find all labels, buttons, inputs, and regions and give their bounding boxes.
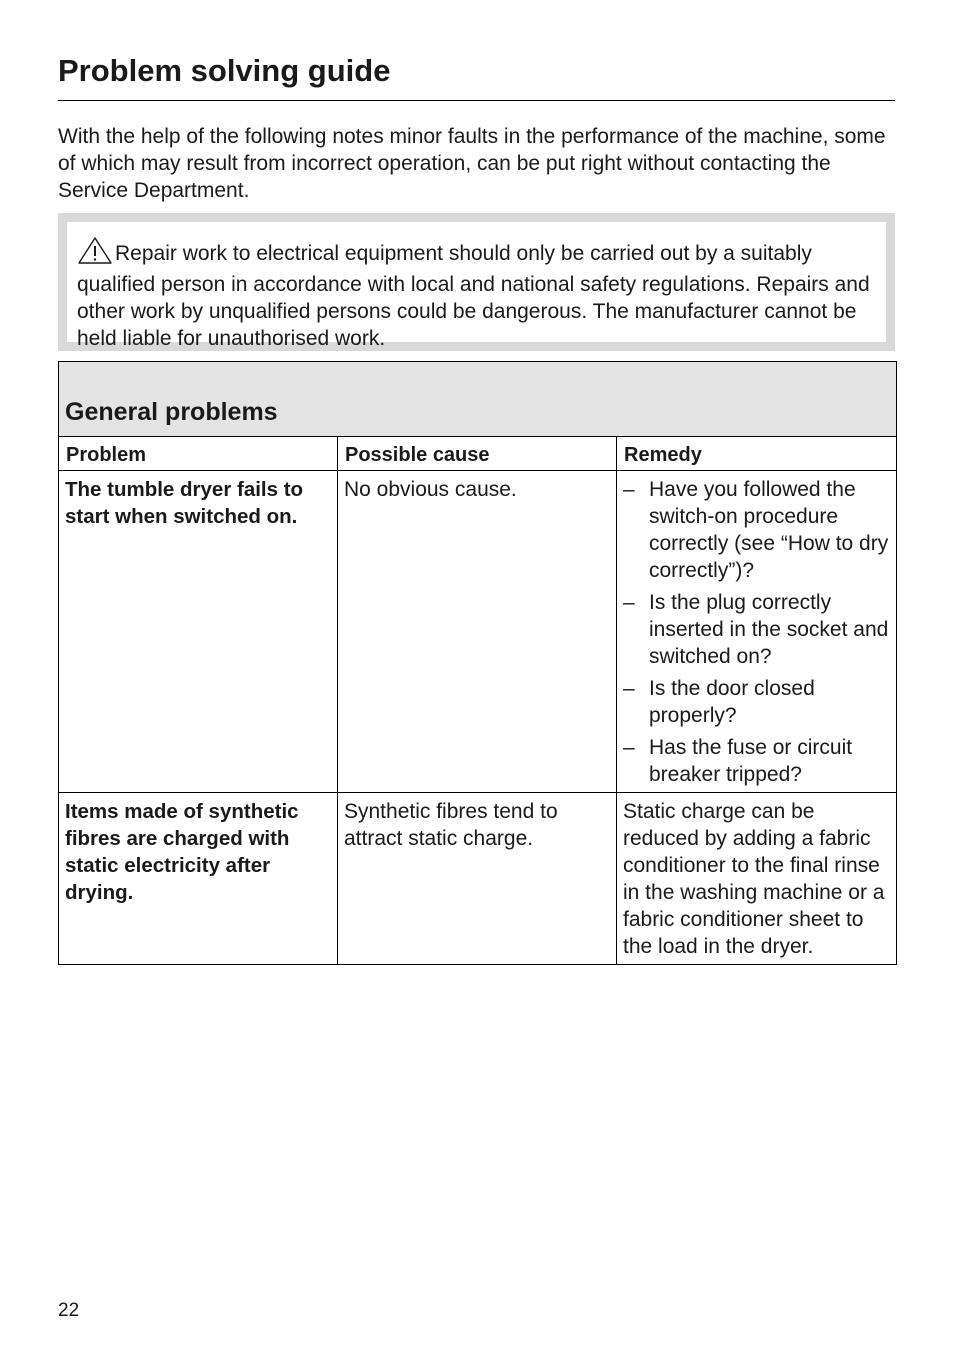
problem-cell: The tumble dryer fails to start when switched on. bbox=[59, 471, 338, 793]
page-title: Problem solving guide bbox=[58, 53, 391, 88]
problem-cell: Items made of synthetic fibres are charged with static electricity after drying. bbox=[59, 793, 338, 965]
table-row bbox=[59, 471, 897, 793]
list-item bbox=[623, 476, 889, 584]
section-title: General problems bbox=[59, 362, 897, 437]
intro-paragraph: With the help of the following notes minor faults in the performance of the machine, some of which may result from incorrect operation, can be put right without contacting the Service Department. bbox=[58, 125, 886, 202]
remedy-cell bbox=[617, 471, 897, 793]
dash-bullet: – bbox=[623, 736, 635, 759]
list-item bbox=[623, 589, 889, 670]
cause-cell: No obvious cause. bbox=[338, 471, 617, 793]
warning-triangle-icon bbox=[77, 236, 113, 271]
remedy-cell: Static charge can be reduced by adding a fabric conditioner to the final rinse in the washing machine or a fabric conditioner sheet to the load in the dryer. bbox=[617, 793, 897, 965]
remedy-list bbox=[623, 476, 889, 788]
cause-cell: Synthetic fibres tend to attract static charge. bbox=[338, 793, 617, 965]
remedy-item-text: Has the fuse or circuit breaker tripped? bbox=[649, 736, 853, 786]
column-header-cause: Possible cause bbox=[338, 437, 617, 471]
list-item bbox=[623, 675, 889, 729]
warning-content bbox=[67, 222, 886, 350]
list-item bbox=[623, 734, 889, 788]
general-problems-table bbox=[58, 361, 897, 965]
dash-bullet: – bbox=[623, 677, 635, 700]
remedy-item-text: Have you followed the switch-on procedure correctly (see “How to dry correctly”)? bbox=[649, 478, 889, 582]
dash-bullet: – bbox=[623, 591, 635, 614]
page-number: 22 bbox=[58, 1300, 80, 1321]
warning-box bbox=[58, 213, 895, 351]
table-header-row bbox=[59, 437, 897, 471]
table-row bbox=[59, 793, 897, 965]
column-header-problem: Problem bbox=[59, 437, 338, 471]
remedy-item-text: Is the plug correctly inserted in the socket and switched on? bbox=[649, 591, 889, 668]
title-divider bbox=[58, 100, 895, 101]
column-header-remedy: Remedy bbox=[617, 437, 897, 471]
dash-bullet: – bbox=[623, 478, 635, 501]
remedy-item-text: Is the door closed properly? bbox=[649, 677, 815, 727]
warning-text: Repair work to electrical equipment should only be carried out by a suitably qualified person in accordance with local and national safety regulations. Repairs and other work by unqualified persons could be dangerous. The manufacturer cannot be held liable for unauthorised work. bbox=[77, 242, 870, 350]
